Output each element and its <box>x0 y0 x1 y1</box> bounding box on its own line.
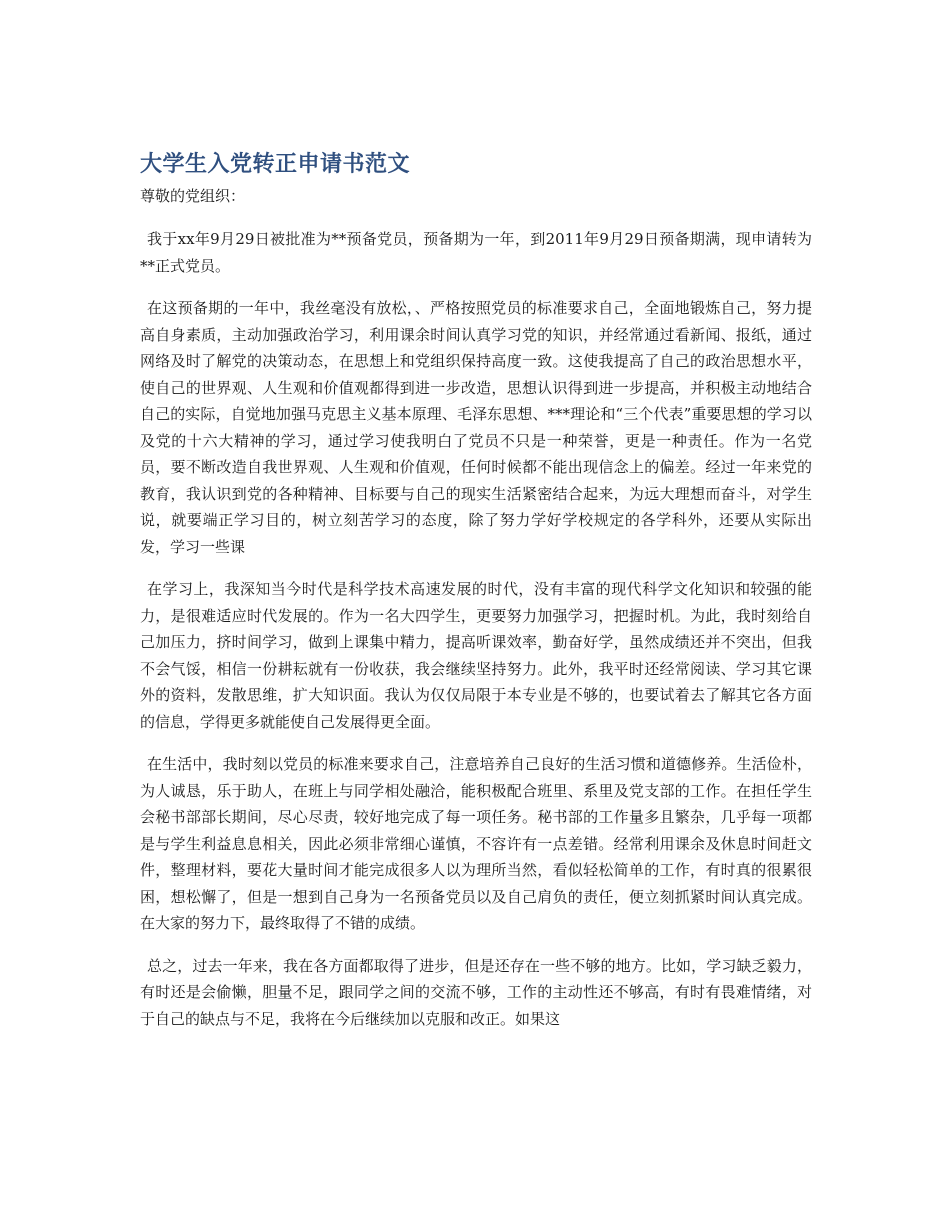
document-title: 大学生入党转正申请书范文 <box>140 152 411 177</box>
paragraph-application: 我于xx年9月29日被批准为**预备党员，预备期为一年，到2011年9月29日预备期满，现申请转为**正式党员。 <box>140 230 812 275</box>
paragraph-political-study: 在这预备期的一年中，我丝毫没有放松，、严格按照党员的标准要求自己，全面地锻炼自己，努力提高自身素质，主动加强政治学习，利用课余时间认真学习党的知识，并经常通过看新闻、报纸，通过网络及时了解党的决策动态，在思想上和党组织保持高度一致。这使我提高了自己的政治思想水平，使自己的世界观、人生观和价值观都得到进一步改造，思想认识得到进一步提高，并积极主动地结合自己的实际，自觉地加强马克思主义基本原理、毛泽东思想、***理论和“三个代表”重要思想的学习以及党的十六大精神的学习，通过学习使我明白了党员不只是一种荣誉，更是一种责任。作为一名党员，要不断改造自我世界观、人生观和价值观，任何时候都不能出现信念上的偏差。经过一年来党的教育，我认识到党的各种精神、目标要与自己的现实生活紧密结合起来，为远大理想而奋斗，对学生说，就要端正学习目的，树立刻苦学习的态度，除了努力学好学校规定的各学科外，还要从实际出发，学习一些课 <box>140 299 812 556</box>
paragraph-academic-study: 在学习上，我深知当今时代是科学技术高速发展的时代，没有丰富的现代科学文化知识和较强的能力，是很难适应时代发展的。作为一名大四学生，更要努力加强学习，把握时机。为此，我时刻给自己加压力，挤时间学习，做到上课集中精力，提高听课效率，勤奋好学，虽然成绩还并不突出，但我不会气馁，相信一份耕耘就有一份收获，我会继续坚持努力。此外，我平时还经常阅读、学习其它课外的资料，发散思维，扩大知识面。我认为仅仅局限于本专业是不够的，也要试着去了解其它各方面的信息，学得更多就能使自己发展得更全面。 <box>140 580 812 731</box>
paragraph-daily-life: 在生活中，我时刻以党员的标准来要求自己，注意培养自己良好的生活习惯和道德修养。生活俭朴，为人诚恳，乐于助人，在班上与同学相处融洽，能积极配合班里、系里及党支部的工作。在担任学生会秘书部部长期间，尽心尽责，较好地完成了每一项任务。秘书部的工作量多且繁杂，几乎每一项都是与学生利益息息相关，因此必须非常细心谨慎，不容许有一点差错。经常利用课余及休息时间赶文件，整理材料，要花大量时间才能完成很多人以为理所当然，看似轻松简单的工作，有时真的很累很困，想松懈了，但是一想到自己身为一名预备党员以及自己肩负的责任，便立刻抓紧时间认真完成。在大家的努力下，最终取得了不错的成绩。 <box>140 755 812 932</box>
paragraph-summary: 总之，过去一年来，我在各方面都取得了进步，但是还存在一些不够的地方。比如，学习缺乏毅力，有时还是会偷懒，胆量不足，跟同学之间的交流不够，工作的主动性还不够高，有时有畏难情绪，对于自己的缺点与不足，我将在今后继续加以克服和改正。如果这 <box>140 956 812 1028</box>
document-page <box>140 150 812 1032</box>
salutation: 尊敬的党组织： <box>140 187 246 205</box>
